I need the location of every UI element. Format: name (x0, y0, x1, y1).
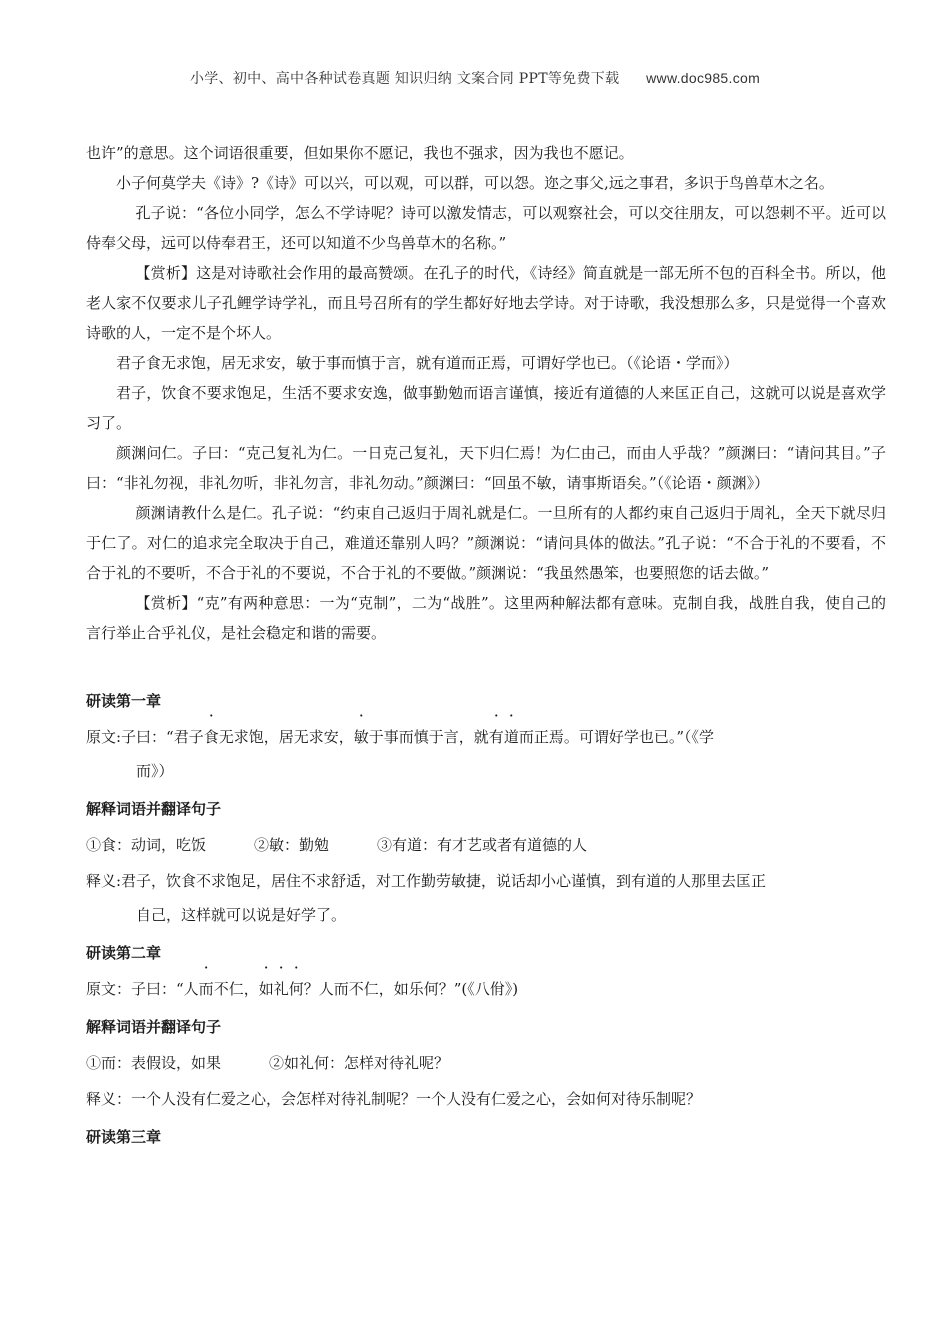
paragraph: 也许”的意思。这个词语很重要，但如果你不愿记，我也不强求，因为我也不愿记。 (86, 144, 634, 162)
paragraph: 【赏析】“克”有两种意思：一为“克制”，二为“战胜”。这里两种解法都有意味。克制自我，战胜自我，使自己的言行举止合乎礼仪，是社会稳定和谐的需要。 (86, 594, 886, 642)
dotted-char: 有 (488, 728, 504, 746)
header-text: 小学、初中、高中各种试卷真题 知识归纳 文案合同 PPT等免费下载 (189, 71, 620, 87)
chapter1-explain-title: 解释词语并翻译句子 (86, 800, 222, 818)
dotted-char: 如 (258, 980, 274, 998)
dotted-char: 何 (288, 980, 304, 998)
chapter1-terms (86, 830, 886, 860)
chapter2-terms (86, 1048, 886, 1078)
paragraph: 【赏析】这是对诗歌社会作用的最高赞颂。在孔子的时代，《诗经》简直就是一部无所不包的百科全书。所以，他老人家不仅要求儿子孔鲤学诗学礼，而且号召所有的学生都好好地去学诗。对于诗歌，我没想那么多，只是觉得一个喜欢诗歌的人，一定不是个坏人。 (86, 264, 886, 342)
dotted-char: 道 (503, 728, 519, 746)
chapter1-title: 研读第一章 (86, 692, 162, 710)
dotted-char: 而 (198, 980, 214, 998)
term: ②敏：勤勉 (254, 836, 330, 854)
paragraph: 颜渊问仁。子曰：“克己复礼为仁。一日克己复礼，天下归仁焉！为仁由己，而由人乎哉？”颜渊曰：“请问其目。”子曰：“非礼勿视，非礼勿听，非礼勿言，非礼勿动。”颜渊曰：“回虽不敏，请事斯语矣。”（《论语・颜渊》） (86, 444, 886, 492)
header-site-link[interactable]: www.doc985.com (646, 70, 761, 86)
chapter1-translation-cont: 自己，这样就可以说是好学了。 (136, 906, 347, 924)
chapter3-title: 研读第三章 (86, 1128, 162, 1146)
document-body (86, 138, 886, 1152)
term: ②如礼何：怎样对待礼呢？ (269, 1054, 450, 1072)
term: ①食：动词，吃饭 (86, 836, 207, 854)
chapter1-translation: 释义:君子，饮食不求饱足，居住不求舒适，对工作勤劳敏捷，说话却小心谨慎，到有道的人那里去匡正 (86, 872, 767, 890)
chapter2-original: 原文：子曰：“人而不仁，如礼何？人而不仁，如乐何？”(《八佾》) (86, 974, 886, 1004)
chapter2-explain-title: 解释词语并翻译句子 (86, 1018, 222, 1036)
dotted-char: 敏 (353, 728, 369, 746)
dotted-char: 食 (203, 728, 219, 746)
dotted-char: 礼 (273, 980, 289, 998)
chapter1-original-cont: 而》） (136, 762, 174, 780)
paragraph: 颜渊请教什么是仁。孔子说：“约束自己返归于周礼就是仁。一旦所有的人都约束自己返归于周礼，全天下就尽归于仁了。对仁的追求完全取决于自己，难道还靠别人吗？”颜渊说：“请问具体的做法。”孔子说：“不合于礼的不要看，不合于礼的不要听，不合于礼的不要说，不合于礼的不要做。”颜渊说：“我虽然愚笨，也要照您的话去做。” (86, 504, 886, 582)
chapter2-translation: 释义：一个人没有仁爱之心，会怎样对待礼制呢？一个人没有仁爱之心，会如何对待乐制呢？ (86, 1090, 702, 1108)
term: ①而：表假设，如果 (86, 1054, 222, 1072)
paragraph: 小子何莫学夫《诗》?《诗》可以兴，可以观，可以群，可以怨。迩之事父,远之事君，多识于鸟兽草木之名。 (116, 174, 834, 192)
page-header (0, 68, 950, 88)
paragraph: 君子，饮食不要求饱足，生活不要求安逸，做事勤勉而语言谨慎，接近有道德的人来匡正自己，这就可以说是喜欢学习了。 (86, 384, 886, 432)
paragraph: 孔子说：“各位小同学，怎么不学诗呢？诗可以激发情志，可以观察社会，可以交往朋友，可以怨刺不平。近可以侍奉父母，远可以侍奉君王，还可以知道不少鸟兽草木的名称。” (86, 204, 886, 252)
chapter2-title: 研读第二章 (86, 944, 162, 962)
term: ③有道：有才艺或者有道德的人 (377, 836, 588, 854)
paragraph: 君子食无求饱，居无求安，敏于事而慎于言，就有道而正焉，可谓好学也已。（《论语・学而》） (116, 354, 739, 372)
chapter1-original: 原文:子曰：“君子食无求饱，居无求安，敏于事而慎于言，就有道而正焉。可谓好学也已。”（《学 (86, 722, 886, 752)
